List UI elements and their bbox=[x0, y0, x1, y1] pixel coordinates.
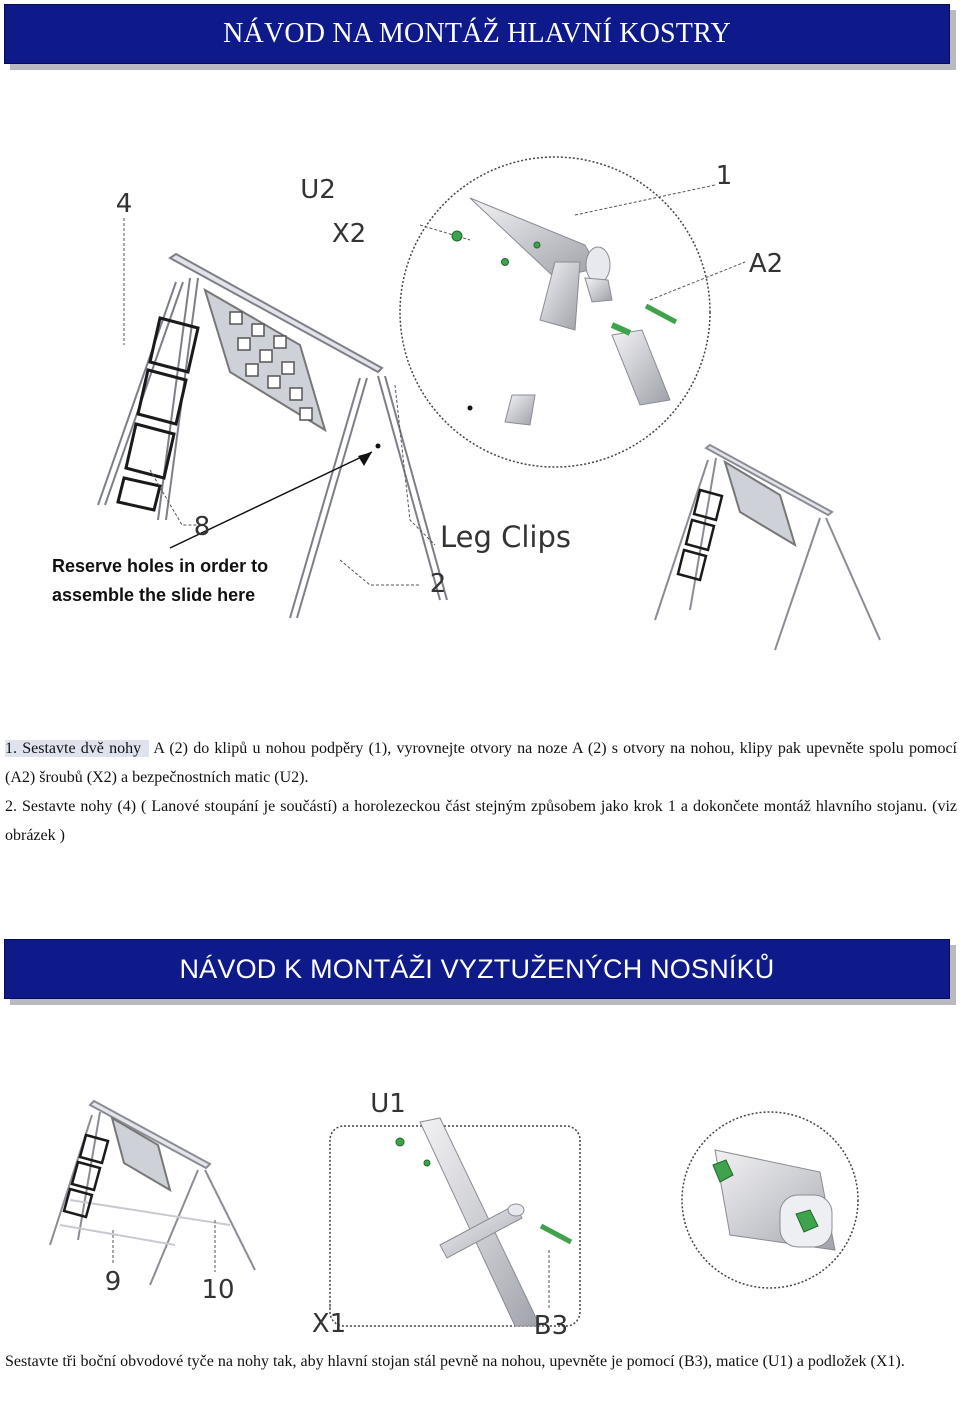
arrow-head-icon bbox=[358, 452, 372, 466]
detail-callout-circle-joint bbox=[682, 1112, 858, 1288]
part-label-x2: X2 bbox=[331, 219, 367, 249]
step-1-text: A (2) do klipů u nohou podpěry (1), vyrovnejte otvory na noze A (2) s otvory na nohou, klipy pak upevněte spolu pomocí (A2) šroubů (X2) a bezpečnostních matic (U2). bbox=[5, 740, 957, 786]
reinforced-beams-figure bbox=[0, 1080, 960, 1342]
part-label-9: 9 bbox=[104, 1267, 122, 1297]
part-label-10: 10 bbox=[201, 1275, 235, 1305]
frame-with-side-bars bbox=[50, 1101, 255, 1285]
slide-note-line1: Reserve holes in order to bbox=[52, 556, 269, 576]
assembled-frame-preview bbox=[655, 445, 880, 650]
part-label-2: 2 bbox=[429, 569, 447, 599]
part-label-a2: A2 bbox=[748, 249, 784, 279]
bolt-icon bbox=[541, 1226, 571, 1242]
detail-callout-box bbox=[330, 1118, 580, 1326]
reinforced-beams-instruction bbox=[5, 1347, 957, 1376]
part-label-1: 1 bbox=[715, 161, 733, 191]
main-frame-assembly-figure bbox=[0, 70, 960, 670]
part-label-u2: U2 bbox=[300, 175, 336, 205]
hardware-nut-icon bbox=[396, 1138, 430, 1166]
detail-callout-circle bbox=[400, 157, 710, 467]
beams-instruction-paragraph: Sestavte tři boční obvodové tyče na nohy tak, aby hlavní stojan stál pevně na nohou, upevněte je pomocí (B3), matice (U1) a podložek (X1). bbox=[5, 1353, 905, 1370]
main-frame-instructions bbox=[5, 734, 957, 850]
leg-clips-label: Leg Clips bbox=[440, 520, 571, 554]
bolt-icon bbox=[612, 306, 676, 333]
part-label-8: 8 bbox=[193, 512, 211, 542]
section-title-reinforced-beams: NÁVOD K MONTÁŽI VYZTUŽENÝCH NOSNÍKŮ bbox=[4, 939, 950, 999]
section-title-main-frame: NÁVOD NA MONTÁŽ HLAVNÍ KOSTRY bbox=[4, 4, 950, 64]
part-label-u1: U1 bbox=[370, 1089, 406, 1119]
part-label-b3: B3 bbox=[533, 1311, 569, 1341]
slide-note-line2: assemble the slide here bbox=[52, 585, 256, 605]
step-2-paragraph: 2. Sestavte nohy (4) ( Lanové stoupání je součástí) a horolezeckou část stejným způsobem jako krok 1 a dokončete montáž hlavního stojanu. (viz obrázek ) bbox=[5, 798, 957, 844]
part-label-4: 4 bbox=[115, 189, 133, 219]
step-1-paragraph bbox=[5, 734, 957, 792]
step-1-prefix: 1. Sestavte dvě nohy bbox=[5, 740, 149, 757]
part-label-x1: X1 bbox=[311, 1309, 347, 1339]
